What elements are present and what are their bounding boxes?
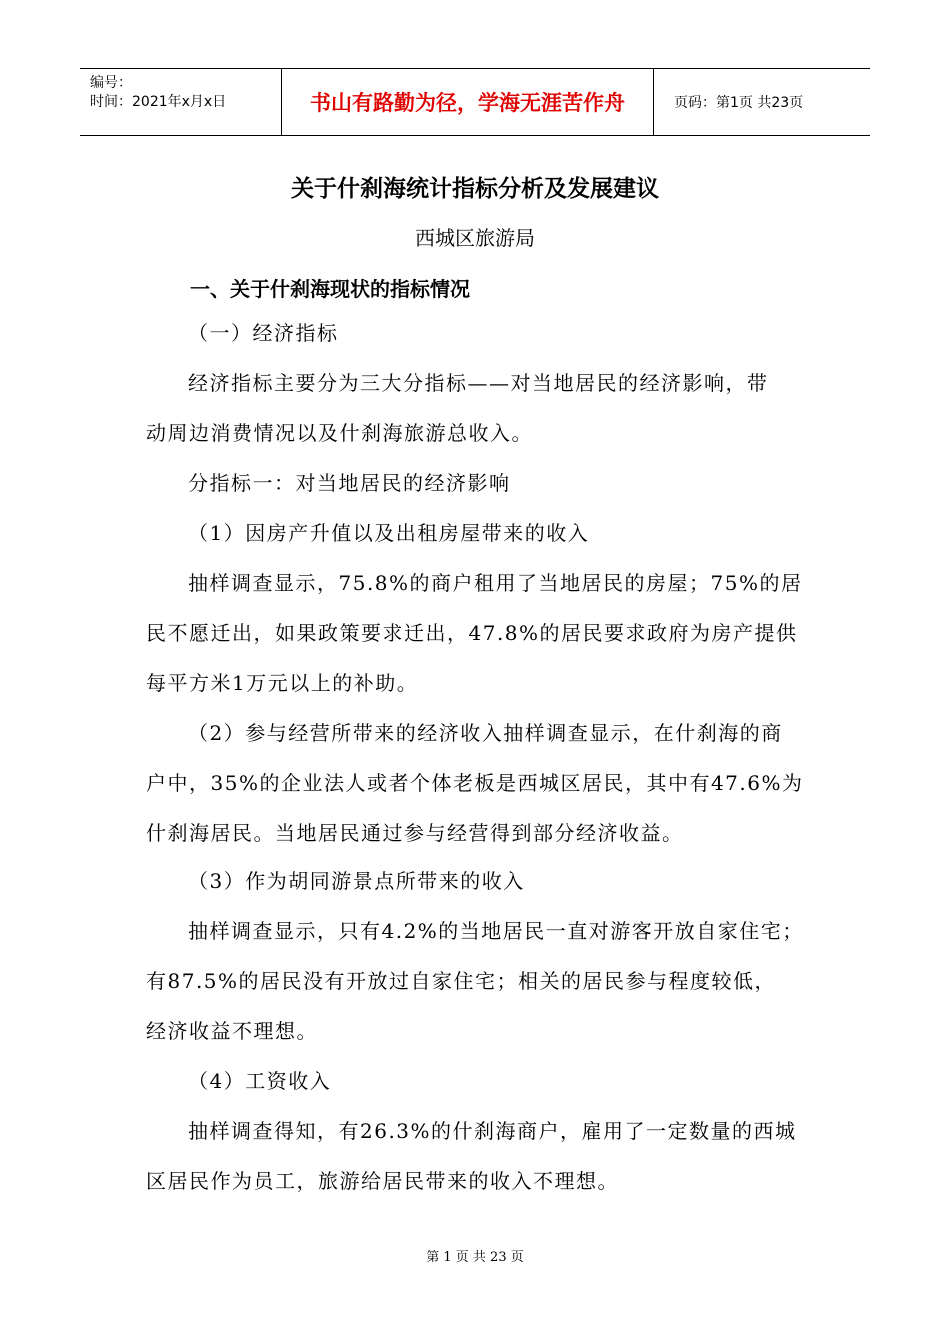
page-footer: 第 1 页 共 23 页 (426, 1250, 524, 1265)
document-subtitle: 西城区旅游局 (415, 226, 535, 250)
paragraph-line: 区居民作为员工，旅游给居民带来的收入不理想。 (146, 1169, 619, 1193)
paragraph-line: 抽样调查显示，只有4.2%的当地居民一直对游客开放自家住宅； (188, 919, 804, 943)
paragraph-line: （3）作为胡同游景点所带来的收入 (188, 869, 525, 893)
paragraph-line: （2）参与经营所带来的经济收入抽样调查显示，在什刹海的商 (188, 721, 783, 745)
document-title: 关于什刹海统计指标分析及发展建议 (291, 176, 659, 202)
time-label: 时间：2021年x月x日 (90, 94, 227, 110)
paragraph-line: 民不愿迁出，如果政策要求迁出，47.8%的居民要求政府为房产提供 (146, 621, 798, 645)
paragraph-3 (146, 508, 810, 558)
header-meta-cell (80, 69, 282, 135)
paragraph-line: 动周边消费情况以及什刹海旅游总收入。 (146, 421, 533, 445)
paragraph-line: （4）工资收入 (188, 1069, 332, 1093)
paragraph-line: 经济指标主要分为三大分指标——对当地居民的经济影响，带 (188, 371, 769, 395)
paragraph-4 (146, 558, 810, 708)
header-motto: 书山有路勤为径，学海无涯苦作舟 (282, 69, 654, 135)
paragraph-2 (146, 458, 810, 508)
number-label: 编号： (90, 75, 132, 91)
paragraph-8 (146, 1056, 810, 1106)
paragraph-line: 有87.5%的居民没有开放过自家住宅；相关的居民参与程度较低， (146, 969, 777, 993)
section-heading: 一、关于什刹海现状的指标情况 (190, 277, 470, 301)
paragraph-1 (146, 358, 810, 458)
paragraph-0 (146, 308, 810, 358)
paragraph-9 (146, 1106, 810, 1206)
header-page-info (664, 69, 870, 135)
paragraph-line: 什刹海居民。当地居民通过参与经营得到部分经济收益。 (146, 821, 684, 845)
paragraph-line: 分指标一：对当地居民的经济影响 (188, 471, 511, 495)
paragraph-line: （一）经济指标 (188, 321, 339, 345)
paragraph-6 (146, 856, 810, 906)
paragraph-line: （1）因房产升值以及出租房屋带来的收入 (188, 521, 590, 545)
paragraph-5 (146, 708, 810, 858)
page-info-text: 页码：第1页 共23页 (674, 95, 804, 111)
paragraph-line: 每平方米1万元以上的补助。 (146, 671, 419, 695)
paragraph-line: 抽样调查显示，75.8%的商户租用了当地居民的房屋；75%的居 (188, 571, 803, 595)
paragraph-7 (146, 906, 810, 1056)
paragraph-line: 经济收益不理想。 (146, 1019, 318, 1043)
header-table (80, 68, 870, 136)
paragraph-line: 户中，35%的企业法人或者个体老板是西城区居民，其中有47.6%为 (146, 771, 804, 795)
paragraph-line: 抽样调查得知，有26.3%的什刹海商户，雇用了一定数量的西城 (188, 1119, 797, 1143)
